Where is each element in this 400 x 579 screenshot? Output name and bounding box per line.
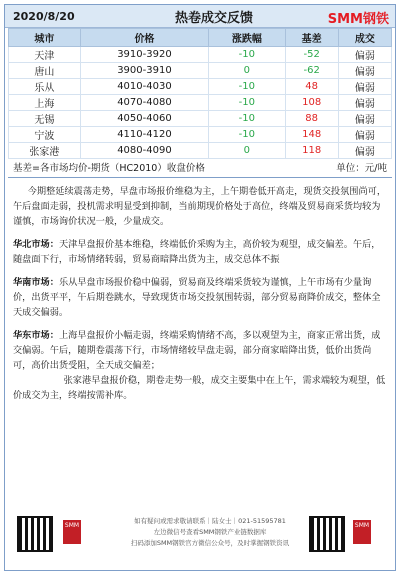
cell-city: 天津 — [9, 47, 81, 63]
cell-city: 唐山 — [9, 63, 81, 79]
cell-deal: 偏弱 — [338, 95, 391, 111]
north-section — [13, 237, 387, 267]
cell-price: 3900-3910 — [80, 63, 208, 79]
cell-basis: 48 — [285, 79, 338, 95]
unit-label: 单位：元/吨 — [336, 163, 387, 174]
cell-price: 4070-4080 — [80, 95, 208, 111]
col-change: 涨跌幅 — [209, 29, 285, 47]
cell-change: -10 — [209, 79, 285, 95]
qr-code-icon — [309, 516, 345, 552]
cell-deal: 偏弱 — [338, 63, 391, 79]
footer-line2: 左边微信号查看SMM钢铁产业链数据库 — [153, 528, 267, 536]
market-commentary — [5, 178, 395, 403]
cell-change: 0 — [209, 63, 285, 79]
footer-line3: 扫码添加SMM钢铁官方微信公众号，及时掌握钢铁资讯 — [130, 539, 290, 547]
cell-price: 4050-4060 — [80, 111, 208, 127]
east-text: 上海早盘报价小幅走弱，终端采购情绪不高，多以观望为主，商家正常出货，成交偏弱。午后，随期卷震荡下行，市场情绪较早盘走弱，部分商家暗降出货，低价出货尚可，高价出货受阻，全天成交偏差； — [13, 330, 381, 371]
cell-city: 无锡 — [9, 111, 81, 127]
cell-change: 0 — [209, 143, 285, 159]
south-label: 华南市场： — [13, 277, 59, 288]
cell-basis: 148 — [285, 127, 338, 143]
cell-change: -10 — [209, 127, 285, 143]
footer-contact: 如有疑问或需求敬请联系｜陆女士｜021-51595781 — [134, 517, 286, 525]
cell-price: 4110-4120 — [80, 127, 208, 143]
north-label: 华北市场： — [13, 239, 59, 250]
col-deal: 成交 — [338, 29, 391, 47]
cell-deal: 偏弱 — [338, 143, 391, 159]
report-card — [4, 4, 396, 571]
col-basis: 基差 — [285, 29, 338, 47]
price-table — [8, 28, 392, 159]
intro-paragraph: 今期整延续震荡走势，早盘市场报价维稳为主，上午期卷低开高走，现货交投氛围尚可，午后盘面走弱，投机需求明显受到抑制，当前期现价格处于高位，终端及贸易商采货均较为谨慎，市场询价状况一般，少量成交。 — [13, 186, 387, 227]
cell-basis: 108 — [285, 95, 338, 111]
east-section-cont: 张家港早盘报价稳，期卷走势一般，成交主要集中在上午，需求端较为观望，低价成交为主，终端按需补库。 — [13, 375, 386, 401]
basis-definition: 基差=各市场均价-期货（HC2010）收盘价格 — [13, 163, 205, 174]
cell-change: -10 — [209, 47, 285, 63]
cell-city: 上海 — [9, 95, 81, 111]
footer-text — [115, 516, 305, 549]
cell-price: 4010-4030 — [80, 79, 208, 95]
cell-basis: -52 — [285, 47, 338, 63]
table-row — [9, 63, 392, 79]
cell-basis: 118 — [285, 143, 338, 159]
cell-basis: -62 — [285, 63, 338, 79]
table-note — [5, 159, 395, 174]
col-price: 价格 — [80, 29, 208, 47]
cell-city: 宁波 — [9, 127, 81, 143]
table-row — [9, 95, 392, 111]
table-row — [9, 127, 392, 143]
cell-price: 3910-3920 — [80, 47, 208, 63]
brand-logo: SMM钢铁 — [327, 12, 389, 27]
smm-logo-icon: SMM — [353, 520, 371, 544]
cell-city: 乐从 — [9, 79, 81, 95]
report-title: 热卷成交反馈 — [174, 10, 253, 26]
east-label: 华东市场： — [13, 330, 59, 341]
cell-change: -10 — [209, 95, 285, 111]
east-section — [13, 328, 387, 373]
footer — [5, 512, 395, 570]
qr-code-icon — [17, 516, 53, 552]
report-header — [5, 5, 395, 28]
cell-deal: 偏弱 — [338, 79, 391, 95]
table-row — [9, 111, 392, 127]
table-row — [9, 143, 392, 159]
cell-deal: 偏弱 — [338, 47, 391, 63]
north-text: 天津早盘报价基本维稳，终端低价采购为主，高价较为观望，成交偏差。午后，随盘面下行，市场情绪转弱，贸易商暗降出货为主，成交总体不振 — [13, 239, 381, 265]
smm-logo-icon: SMM — [63, 520, 81, 544]
cell-deal: 偏弱 — [338, 111, 391, 127]
cell-city: 张家港 — [9, 143, 81, 159]
cell-deal: 偏弱 — [338, 127, 391, 143]
cell-price: 4080-4090 — [80, 143, 208, 159]
cell-change: -10 — [209, 111, 285, 127]
table-row — [9, 79, 392, 95]
report-date: 2020/8/20 — [13, 9, 75, 23]
south-text: 乐从早盘市场报价稳中偏弱，贸易商及终端采货较为谨慎，上午市场有少量询价，出货平平，午后期卷跳水，导致现货市场交投氛围转弱，部分贸易商降价成交，整体全天成交偏弱。 — [13, 277, 381, 318]
table-row — [9, 47, 392, 63]
table-header-row — [9, 29, 392, 47]
col-city: 城市 — [9, 29, 81, 47]
south-section — [13, 275, 387, 320]
cell-basis: 88 — [285, 111, 338, 127]
